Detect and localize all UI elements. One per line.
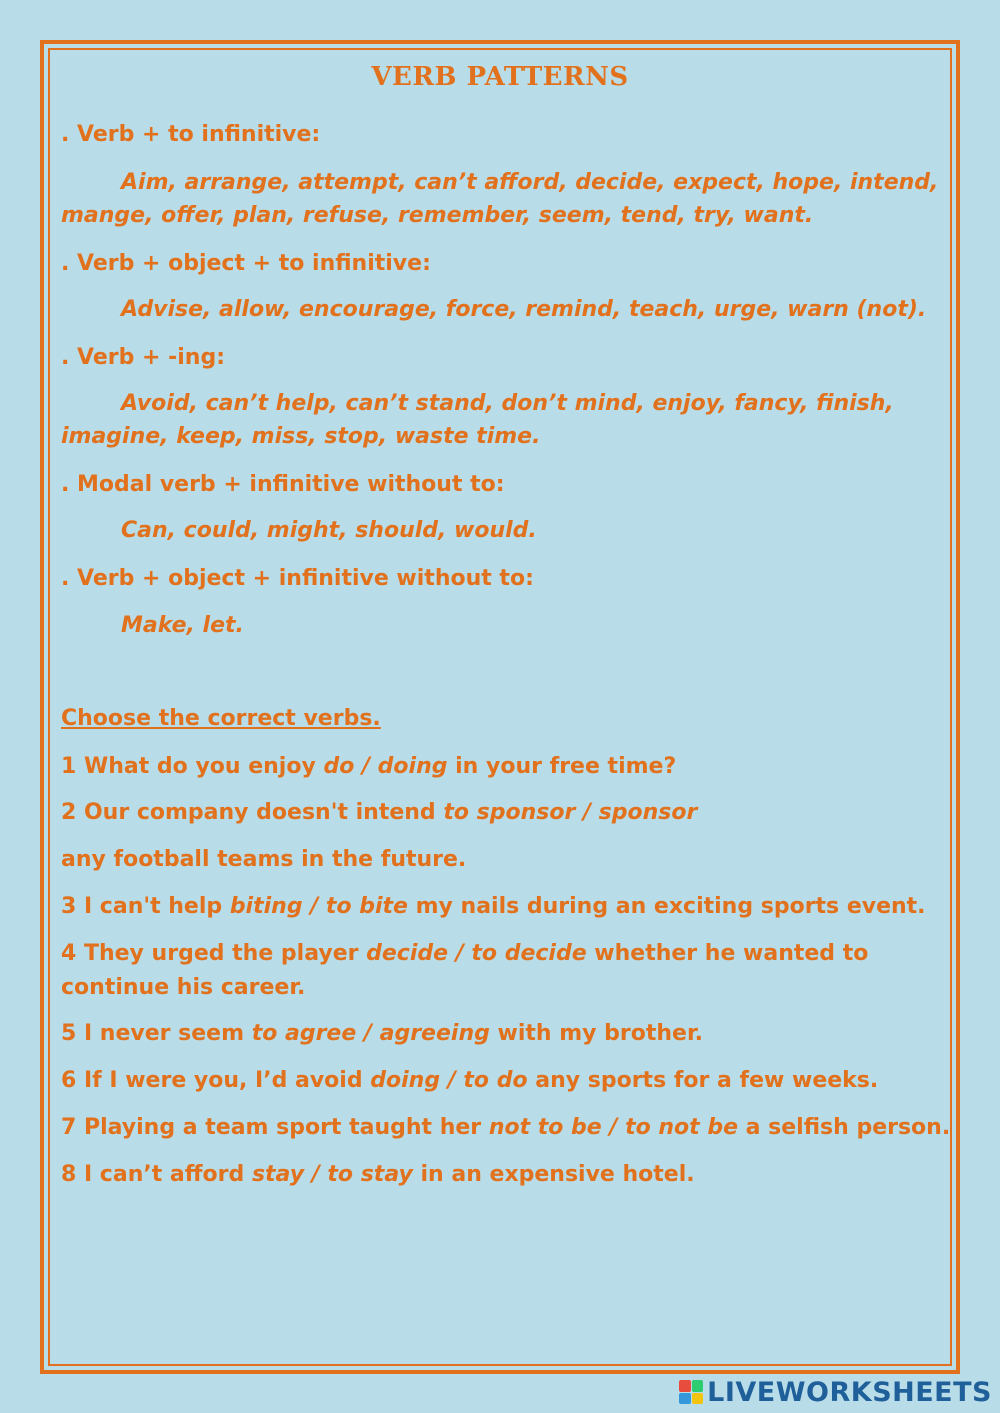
exercise-item-2: 2 Our company doesn't intend to sponsor / sponsor bbox=[61, 800, 698, 825]
exercise-item-6: 6 If I were you, I’d avoid doing / to do any sports for a few weeks. bbox=[61, 1068, 879, 1093]
exercise-item-4: 4 They urged the player decide / to decide whether he wanted to bbox=[61, 941, 869, 966]
choice-options[interactable]: biting / to bite bbox=[229, 894, 408, 919]
choice-options[interactable]: to agree / agreeing bbox=[251, 1021, 490, 1046]
section-heading: . Modal verb + infinitive without to: bbox=[61, 472, 505, 497]
choice-options[interactable]: doing / to do bbox=[370, 1068, 528, 1093]
section-heading: . Verb + object + to infinitive: bbox=[61, 251, 431, 276]
choice-options[interactable]: to sponsor / sponsor bbox=[443, 800, 698, 825]
exercise-item-5: 5 I never seem to agree / agreeing with my brother. bbox=[61, 1021, 704, 1046]
logo-text: LIVEWORKSHEETS bbox=[707, 1376, 992, 1408]
liveworksheets-logo[interactable] bbox=[679, 1377, 992, 1407]
section-heading: . Verb + to infinitive: bbox=[61, 122, 321, 147]
verb-list: imagine, keep, miss, stop, waste time. bbox=[61, 424, 541, 449]
choice-options[interactable]: stay / to stay bbox=[251, 1162, 413, 1187]
verb-list: Avoid, can’t help, can’t stand, don’t mind, enjoy, fancy, finish, bbox=[121, 391, 894, 416]
section-heading: . Verb + object + infinitive without to: bbox=[61, 566, 534, 591]
choice-options[interactable]: decide / to decide bbox=[366, 941, 587, 966]
choice-options[interactable]: not to be / to not be bbox=[488, 1115, 738, 1140]
exercise-item-7: 7 Playing a team sport taught her not to be / to not be a selfish person. bbox=[61, 1115, 951, 1140]
verb-list: Advise, allow, encourage, force, remind, teach, urge, warn (not). bbox=[121, 297, 927, 322]
exercise-instruction: Choose the correct verbs. bbox=[61, 706, 381, 731]
choice-options[interactable]: do / doing bbox=[323, 754, 448, 779]
exercise-item-3: 3 I can't help biting / to bite my nails during an exciting sports event. bbox=[61, 894, 926, 919]
verb-list: Can, could, might, should, would. bbox=[121, 518, 537, 543]
verb-list: mange, offer, plan, refuse, remember, seem, tend, try, want. bbox=[61, 203, 814, 228]
exercise-item-8: 8 I can’t afford stay / to stay in an expensive hotel. bbox=[61, 1162, 695, 1187]
verb-list: Aim, arrange, attempt, can’t afford, decide, expect, hope, intend, bbox=[121, 170, 939, 195]
exercise-item-4-continued: continue his career. bbox=[61, 975, 306, 1000]
exercise-item-2-continued: any football teams in the future. bbox=[61, 847, 467, 872]
section-heading: . Verb + -ing: bbox=[61, 345, 225, 370]
verb-list: Make, let. bbox=[121, 613, 244, 638]
liveworksheets-logo-icon bbox=[679, 1380, 703, 1404]
page-title: VERB PATTERNS bbox=[371, 62, 629, 92]
exercise-item-1: 1 What do you enjoy do / doing in your free time? bbox=[61, 754, 677, 779]
